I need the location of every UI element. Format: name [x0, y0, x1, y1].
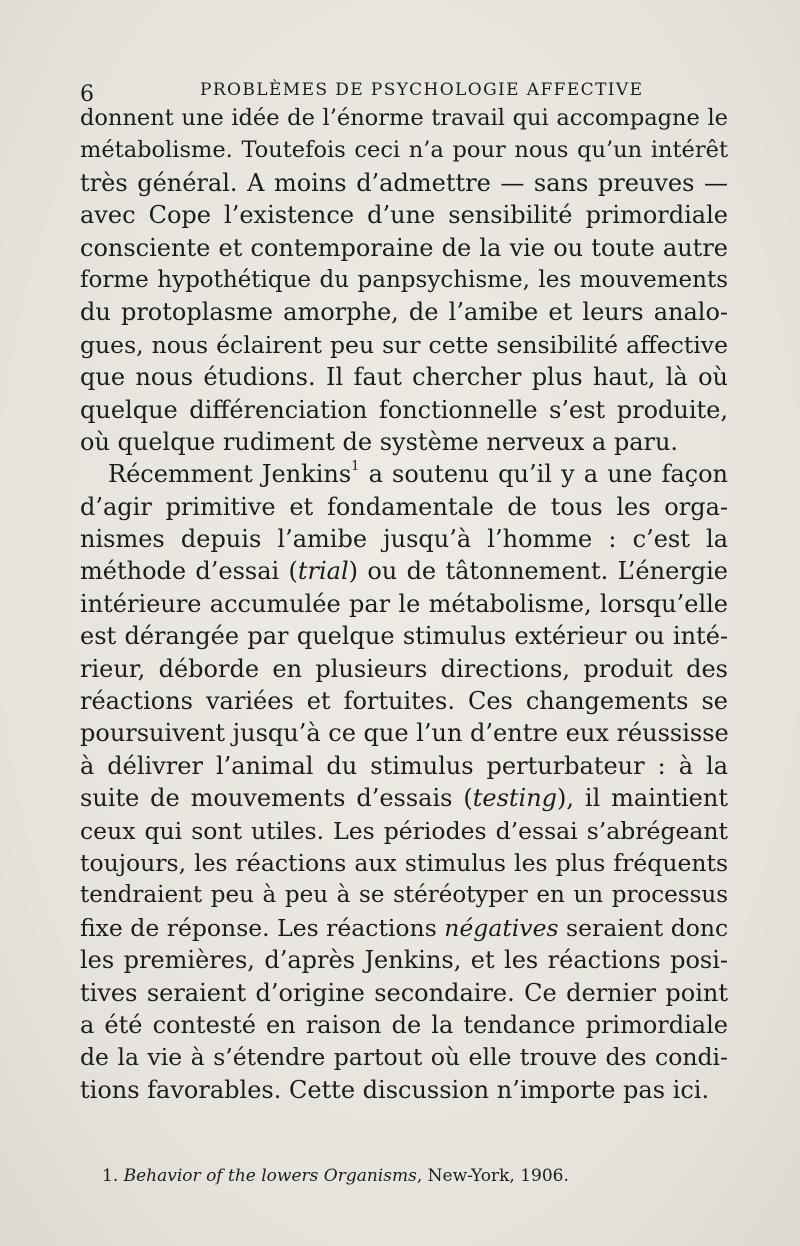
text-line: donnent une idée de l’énorme travail qui accompagne le [80, 105, 728, 131]
page-number: 6 [80, 82, 94, 107]
italic-term: négatives [444, 913, 559, 942]
text-line: a été contesté en raison de la tendance primordiale [80, 1010, 728, 1039]
text-line: réactions variées et fortuites. Ces changements se [80, 687, 728, 716]
text-line: très général. A moins d’admettre — sans preuves — [80, 168, 728, 197]
text-line [80, 458, 728, 490]
text-line: est dérangée par quelque stimulus extérieur ou inté- [80, 622, 728, 651]
text-line [80, 912, 728, 944]
text-line: gues, nous éclairent peu sur cette sensibilité affective [80, 330, 728, 359]
paragraph-2 [80, 458, 728, 1106]
text-line [80, 555, 728, 587]
text-line: métabolisme. Toutefois ceci n’a pour nous qu’un intérêt [80, 137, 728, 164]
text-span: suite de mouvements d’essais ( [80, 784, 473, 813]
text-line: ceux qui sont utiles. Les périodes d’essai s’abrégeant [80, 816, 728, 845]
footnote-marker: 1 [351, 459, 360, 475]
text-line: les premières, d’après Jenkins, et les réactions posi- [80, 946, 728, 975]
text-line: que nous étudions. Il faut chercher plus haut, là où [80, 363, 728, 392]
text-line: quelque différenciation fonctionnelle s’est produite, [80, 395, 728, 424]
text-span: méthode d’essai ( [80, 557, 298, 586]
text-line: où quelque rudiment de système nerveux a paru. [80, 427, 679, 456]
text-span: seraient donc [558, 913, 729, 942]
text-line: nismes depuis l’amibe jusqu’à l’homme : c’est la [80, 525, 728, 554]
text-line: du protoplasme amorphe, de l’amibe et leurs analo- [80, 298, 728, 327]
text-line: poursuivent jusqu’à ce que l’un d’entre eux réussisse [80, 719, 729, 748]
text-line: forme hypothétique du panpsychisme, les mouvements [80, 266, 728, 293]
body-text [80, 102, 728, 1106]
text-line: consciente et contemporaine de la vie ou toute autre [80, 233, 728, 262]
text-line: rieur, déborde en plusieurs directions, produit des [80, 654, 728, 683]
text-line [80, 782, 728, 814]
footnote-title: Behavior of the lowers Organisms [123, 1166, 417, 1186]
text-line: d’agir primitive et fondamentale de tous les orga- [80, 492, 728, 521]
footnote-number: 1. [102, 1166, 124, 1186]
text-span: ) ou de tâtonnement. L’énergie [348, 557, 728, 586]
text-line: à délivrer l’animal du stimulus perturbateur : à la [80, 751, 728, 780]
text-span: a soutenu qu’il y a une façon [359, 460, 728, 489]
text-line: tions favorables. Cette discussion n’importe pas ici. [80, 1075, 710, 1104]
text-line: tendraient peu à peu à se stéréotyper en un processus [80, 882, 728, 909]
italic-term: testing [472, 784, 558, 813]
text-span: ), il maintient [557, 784, 728, 813]
footnote-rest: , New-York, 1906. [416, 1166, 569, 1186]
text-line: toujours, les réactions aux stimulus les plus fréquents [80, 848, 728, 877]
text-line: avec Cope l’existence d’une sensibilité primordiale [80, 201, 728, 230]
paragraph-1 [80, 102, 728, 458]
text-line: intérieure accumulée par le métabolisme, lorsqu’elle [80, 589, 728, 618]
text-line: de la vie à s’étendre partout où elle trouve des condi- [80, 1043, 728, 1072]
running-title: PROBLÈMES DE PSYCHOLOGIE AFFECTIVE [200, 80, 644, 100]
footnote [102, 1166, 569, 1186]
text-span: fixe de réponse. Les réactions [80, 913, 445, 942]
text-span: Récemment Jenkins [108, 460, 352, 489]
italic-term: trial [297, 557, 349, 586]
text-line: tives seraient d’origine secondaire. Ce dernier point [80, 978, 728, 1007]
